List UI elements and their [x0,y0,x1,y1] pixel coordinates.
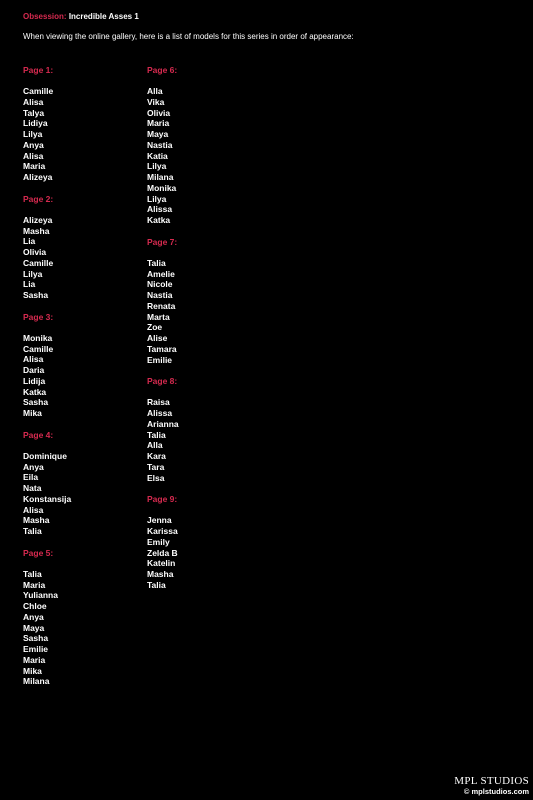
model-name: Talia [23,568,42,579]
model-name: Alla [147,86,163,96]
studio-name: MPL STUDIOS [454,775,529,787]
page-title [23,12,139,22]
model-name: Nicole [147,279,173,290]
model-name: Lilya [23,129,43,139]
model-name: Alizeya [23,172,53,182]
page-heading: Page 8: [147,376,178,387]
model-name: Mika [23,408,42,418]
studio-watermark [454,775,529,796]
model-name: Renata [147,300,176,311]
model-name: Lidiya [23,118,48,129]
model-name: Maria [23,161,46,172]
model-name: Alla [147,440,163,451]
model-name: Camille [23,343,54,354]
section-spacer [23,419,133,430]
page-heading: Page 7: [147,236,178,247]
model-name: Camille [23,86,54,96]
page-heading: Page 9: [147,494,178,505]
page-section [147,494,257,590]
model-name: Talya [23,107,45,118]
section-spacer [147,226,257,237]
page-heading: Page 1: [23,65,54,75]
section-spacer [23,301,133,312]
model-name: Arianna [147,418,179,429]
model-name: Emilie [147,354,173,365]
model-name: Olivia [23,247,47,257]
model-name: Emilie [23,644,49,654]
model-name: Maya [23,622,45,633]
model-name: Raisa [147,397,170,408]
model-name: Elsa [147,472,165,483]
model-name: Mika [23,665,42,676]
model-name: Maya [147,129,169,139]
model-name: Lilya [23,268,43,279]
model-name: Talia [147,579,166,590]
model-name: Sasha [23,633,49,644]
model-name: Lilya [147,161,167,172]
page-section [23,312,133,430]
model-name: Masha [23,515,50,526]
model-name: Kara [147,451,166,461]
model-name: Katia [147,150,168,161]
model-name: Nastia [147,290,173,300]
model-name: Talia [147,429,166,440]
page-heading: Page 2: [23,193,54,204]
page-section [147,376,257,494]
model-name: Vika [147,96,165,107]
model-name: Camille [23,257,54,268]
model-name: Olivia [147,107,171,118]
model-list-left-column [23,65,133,687]
model-name: Masha [147,569,174,579]
section-spacer [23,183,133,194]
model-name: Milana [147,172,174,182]
model-name: Yulianna [23,590,58,601]
model-name: Dominique [23,450,67,461]
model-name: Alisa [23,354,44,365]
model-name: Maria [23,654,46,665]
model-name: Eila [23,472,39,483]
model-name: Alisa [23,504,44,515]
model-name: Anya [23,139,44,150]
model-name: Katka [23,386,47,397]
model-name: Sasha [23,290,49,300]
page-section [147,237,257,377]
model-name: Masha [23,225,50,236]
studio-url: © mplstudios.com [463,787,529,796]
model-name: Zoe [147,322,163,333]
model-name: Nastia [147,139,173,150]
model-name: Marta [147,311,170,322]
page-section [23,430,133,548]
model-name: Monika [23,332,53,343]
model-name: Lia [23,236,36,247]
model-name: Alisa [23,150,44,161]
model-name: Katka [147,215,171,225]
model-name: Emily [147,536,170,547]
page-heading: Page 4: [23,429,54,440]
series-title: Incredible Asses 1 [68,12,139,21]
model-name: Zelda B [147,547,178,558]
page-section [147,65,257,237]
model-name: Lia [23,279,36,290]
model-name: Alissa [147,408,173,418]
model-name: Konstansija [23,493,72,504]
model-name: Anya [23,611,44,622]
page-heading: Page 6: [147,65,178,75]
model-name: Katelin [147,558,176,569]
page-heading: Page 5: [23,547,54,558]
model-name: Milana [23,676,50,687]
model-name: Sasha [23,397,49,408]
model-name: Anya [23,461,44,472]
series-label: Obsession: [23,12,67,21]
model-name: Jenna [147,515,172,526]
section-spacer [147,365,257,376]
model-name: Maria [147,118,170,129]
model-name: Lidija [23,375,46,386]
model-name: Nata [23,483,42,493]
model-name: Talia [147,257,166,268]
model-name: Tara [147,461,165,472]
model-name: Alisa [23,96,44,107]
model-name: Alise [147,333,168,343]
model-name: Alissa [147,204,173,215]
model-name: Maria [23,579,46,590]
model-name: Alizeya [23,214,53,225]
model-name: Lilya [147,193,167,204]
model-name: Talia [23,526,42,536]
model-name: Daria [23,365,45,375]
model-name: Tamara [147,343,177,354]
model-name: Chloe [23,601,47,611]
section-spacer [147,483,257,494]
model-name: Monika [147,182,177,193]
page-section [23,548,133,687]
page-heading: Page 3: [23,311,54,322]
model-name: Amelie [147,268,175,279]
intro-text: When viewing the online gallery, here is a list of models for this series in order of appearance: [23,32,354,41]
model-name: Karissa [147,526,178,536]
page-section [23,65,133,194]
page-section [23,194,133,312]
model-list-right-column [147,65,257,591]
section-spacer [23,537,133,548]
